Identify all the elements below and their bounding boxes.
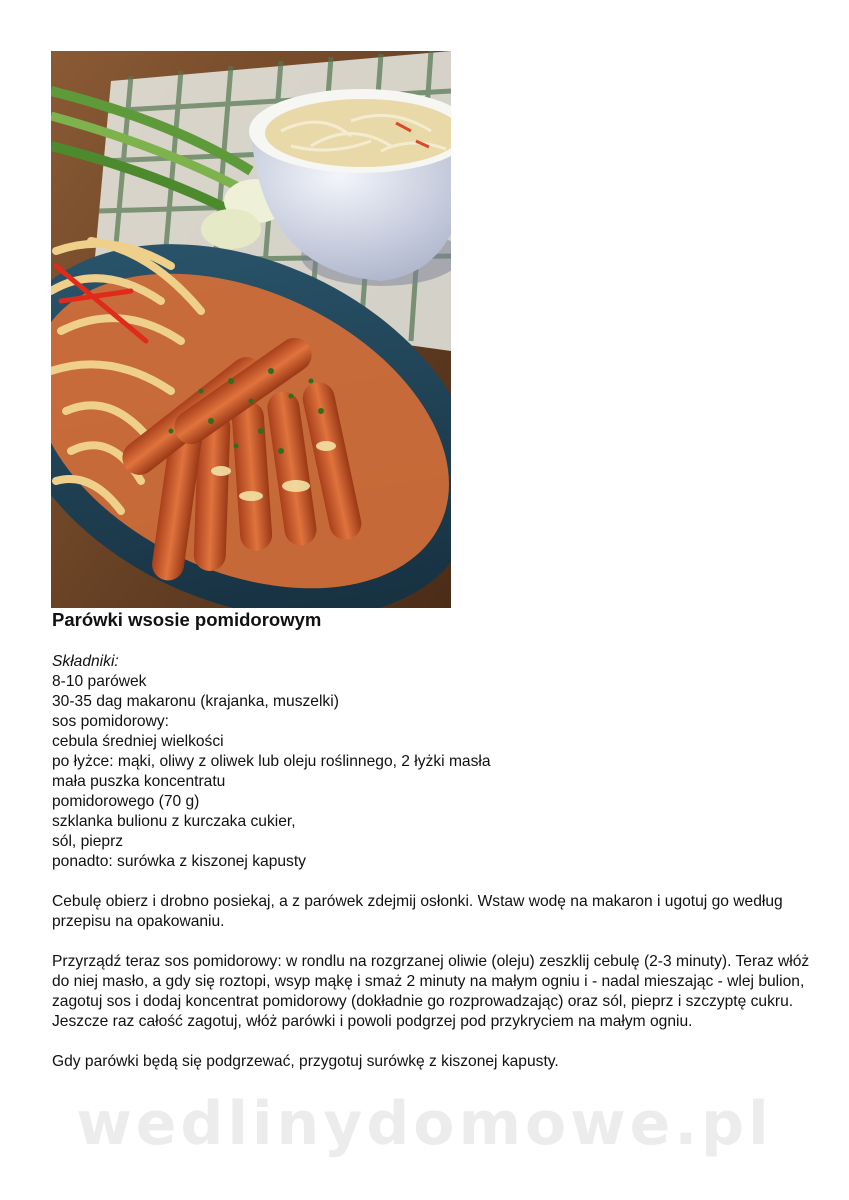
step-paragraph: Przyrządź teraz sos pomidorowy: w rondlu na rozgrzanej oliwie (oleju) zeszklij cebulę (2-3 minuty). Teraz włóż do niej masło, a gdy się roztopi, wsyp mąkę i smaż 2 minuty na małym ogniu i - nadal mieszając - wlej bulion, zagotuj sos i dodaj koncentrat pomidorowy (dokładnie go rozprowadzając) oraz sól, pieprz i szczyptę cukru. Jeszcze raz całość zagotuj, włóż parówki i powoli podgrzej pod przykryciem na małym ogniu. [52, 953, 810, 1030]
recipe-title: Parówki wsosie pomidorowym [52, 609, 322, 630]
ingredient-item: mała puszka koncentratu [52, 773, 226, 790]
ingredient-item: po łyżce: mąki, oliwy z oliwek lub oleju roślinnego, 2 łyżki masła [52, 753, 491, 770]
dish-illustration [51, 51, 451, 608]
ingredient-item: sól, pieprz [52, 833, 124, 850]
dish-photo [51, 51, 451, 608]
step-paragraph: Gdy parówki będą się podgrzewać, przygotuj surówkę z kiszonej kapusty. [52, 1053, 559, 1070]
ingredient-item: ponadto: surówka z kiszonej kapusty [52, 853, 306, 870]
ingredients-list [52, 672, 812, 872]
ingredients-heading: Składniki: [52, 653, 119, 670]
ingredient-item: sos pomidorowy: [52, 713, 169, 730]
ingredient-item: 30-35 dag makaronu (krajanka, muszelki) [52, 693, 339, 710]
site-watermark: wedlinydomowe.pl [76, 1089, 773, 1159]
step-paragraph: Cebulę obierz i drobno posiekaj, a z parówek zdejmij osłonki. Wstaw wodę na makaron i ugotuj go według przepisu na opakowaniu. [52, 893, 783, 930]
ingredient-item: szklanka bulionu z kurczaka cukier, [52, 813, 296, 830]
ingredient-item: pomidorowego (70 g) [52, 793, 200, 810]
ingredient-item: 8-10 parówek [52, 673, 147, 690]
recipe-content [52, 652, 812, 1072]
ingredient-item: cebula średniej wielkości [52, 733, 224, 750]
